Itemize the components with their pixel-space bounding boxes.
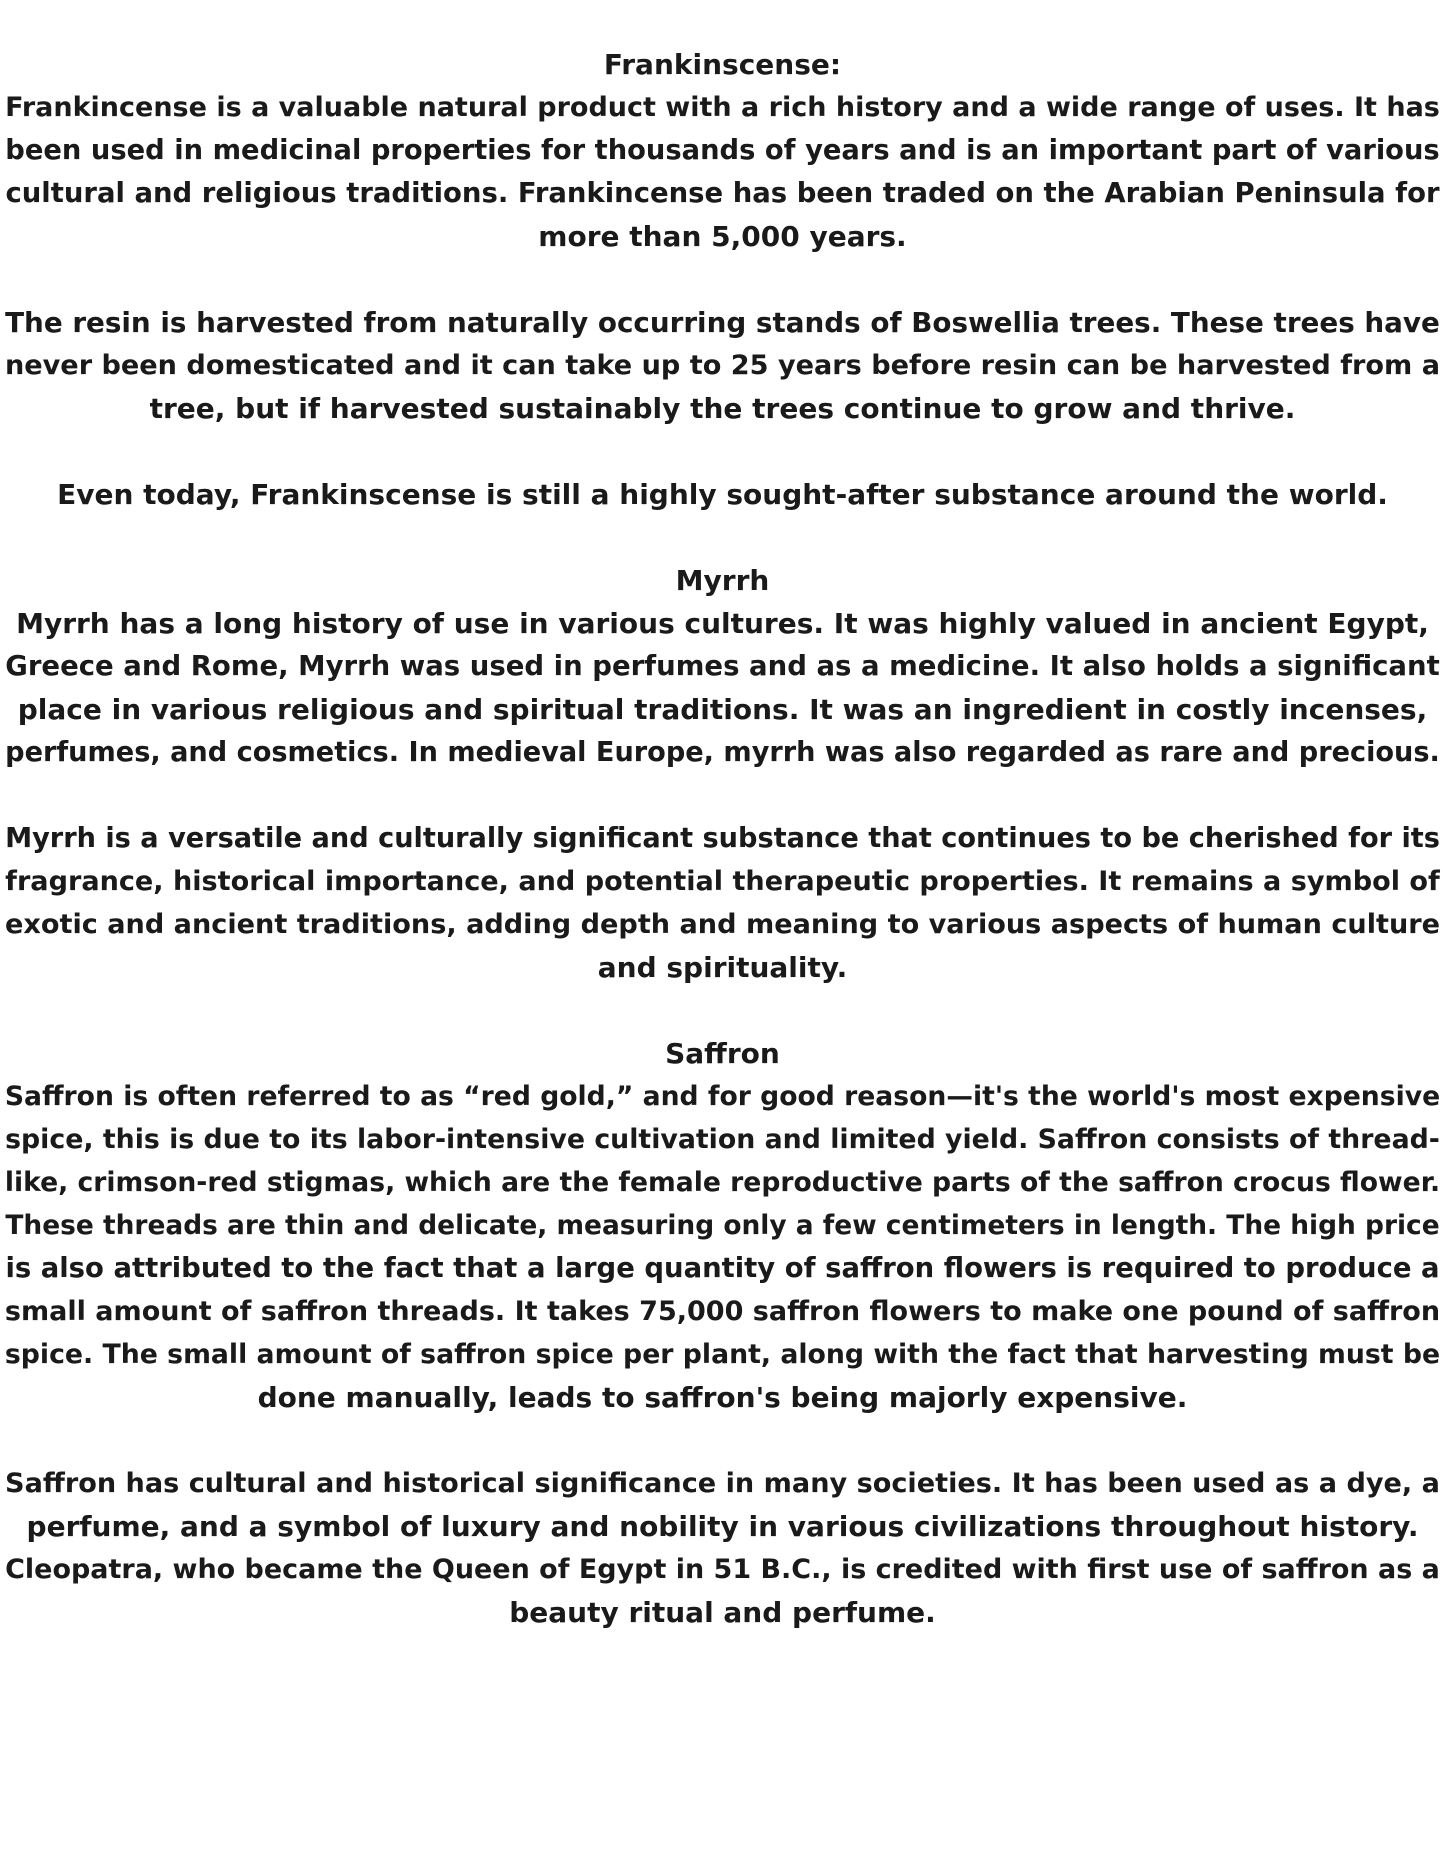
text-line: done manually, leads to saffron's being majorly expensive. — [257, 1381, 1188, 1414]
paragraph — [0, 1462, 1445, 1634]
text-line: perfumes, and cosmetics. In medieval Europe, myrrh was also regarded as rare and precious. — [5, 737, 1440, 768]
text-line: Frankincense is a valuable natural product with a rich history and a wide range of uses. It has — [5, 92, 1440, 123]
text-line: and spirituality. — [597, 951, 848, 984]
section-myrrh — [0, 559, 1445, 989]
text-line: spice, this is due to its labor-intensive cultivation and limited yield. Saffron consists of thread- — [5, 1124, 1440, 1155]
text-line: exotic and ancient traditions, adding depth and meaning to various aspects of human culture — [4, 909, 1440, 940]
text-line: Even today, Frankinscense is still a highly sought-after substance around the world. — [57, 478, 1388, 511]
text-line: Saffron has cultural and historical significance in many societies. It has been used as a dye, a — [5, 1468, 1440, 1499]
paragraph — [0, 86, 1445, 258]
paragraph — [0, 301, 1445, 430]
document-page — [0, 43, 1445, 1634]
text-line: cultural and religious traditions. Frankincense has been traded on the Arabian Peninsula for — [5, 177, 1440, 209]
text-line: is also attributed to the fact that a large quantity of saffron flowers is required to produce a — [5, 1253, 1440, 1284]
paragraph — [0, 1075, 1445, 1419]
paragraph-gap — [0, 430, 1445, 473]
text-line: more than 5,000 years. — [538, 220, 907, 253]
text-line: Cleopatra, who became the Queen of Egypt in 51 B.C., is credited with first use of saffron as a — [5, 1554, 1440, 1585]
text-line: fragrance, historical importance, and potential therapeutic properties. It remains a symbol of — [5, 866, 1440, 897]
text-line: Myrrh has a long history of use in various cultures. It was highly valued in ancient Egypt, — [16, 607, 1429, 640]
paragraph — [0, 473, 1445, 516]
text-line: beauty ritual and perfume. — [509, 1596, 936, 1629]
text-line: place in various religious and spiritual traditions. It was an ingredient in costly incenses, — [17, 693, 1428, 726]
paragraph-gap — [0, 774, 1445, 817]
text-line: Greece and Rome, Myrrh was used in perfumes and as a medicine. It also holds a significant — [5, 650, 1440, 682]
text-line: Myrrh is a versatile and culturally significant substance that continues to be cherished for its — [5, 823, 1440, 854]
paragraph-gap — [0, 258, 1445, 301]
section-gap — [0, 516, 1445, 559]
paragraph-gap — [0, 1419, 1445, 1462]
text-line: small amount of saffron threads. It takes 75,000 saffron flowers to make one pound of saffron — [4, 1296, 1441, 1327]
section-heading: Myrrh — [675, 564, 770, 597]
section-frankincense — [0, 43, 1445, 516]
section-heading: Saffron — [665, 1037, 780, 1070]
section-saffron — [0, 1032, 1445, 1634]
section-gap — [0, 989, 1445, 1032]
paragraph — [0, 602, 1445, 774]
text-line: never been domesticated and it can take up to 25 years before resin can be harvested from a — [4, 350, 1441, 381]
paragraph — [0, 817, 1445, 989]
text-line: The resin is harvested from naturally occurring stands of Boswellia trees. These trees have — [5, 306, 1440, 339]
text-line: tree, but if harvested sustainably the trees continue to grow and thrive. — [149, 392, 1296, 425]
text-line: been used in medicinal properties for thousands of years and is an important part of various — [5, 135, 1440, 166]
section-heading: Frankinscense: — [603, 48, 842, 81]
text-line: like, crimson-red stigmas, which are the female reproductive parts of the saffron crocus flower. — [4, 1167, 1441, 1198]
text-line: perfume, and a symbol of luxury and nobility in various civilizations throughout history. — [26, 1510, 1419, 1543]
text-line: Saffron is often referred to as “red gold,” and for good reason—it's the world's most expensive — [4, 1081, 1441, 1112]
text-line: spice. The small amount of saffron spice per plant, along with the fact that harvesting must be — [4, 1339, 1441, 1370]
text-line: These threads are thin and delicate, measuring only a few centimeters in length. The high price — [5, 1210, 1440, 1241]
